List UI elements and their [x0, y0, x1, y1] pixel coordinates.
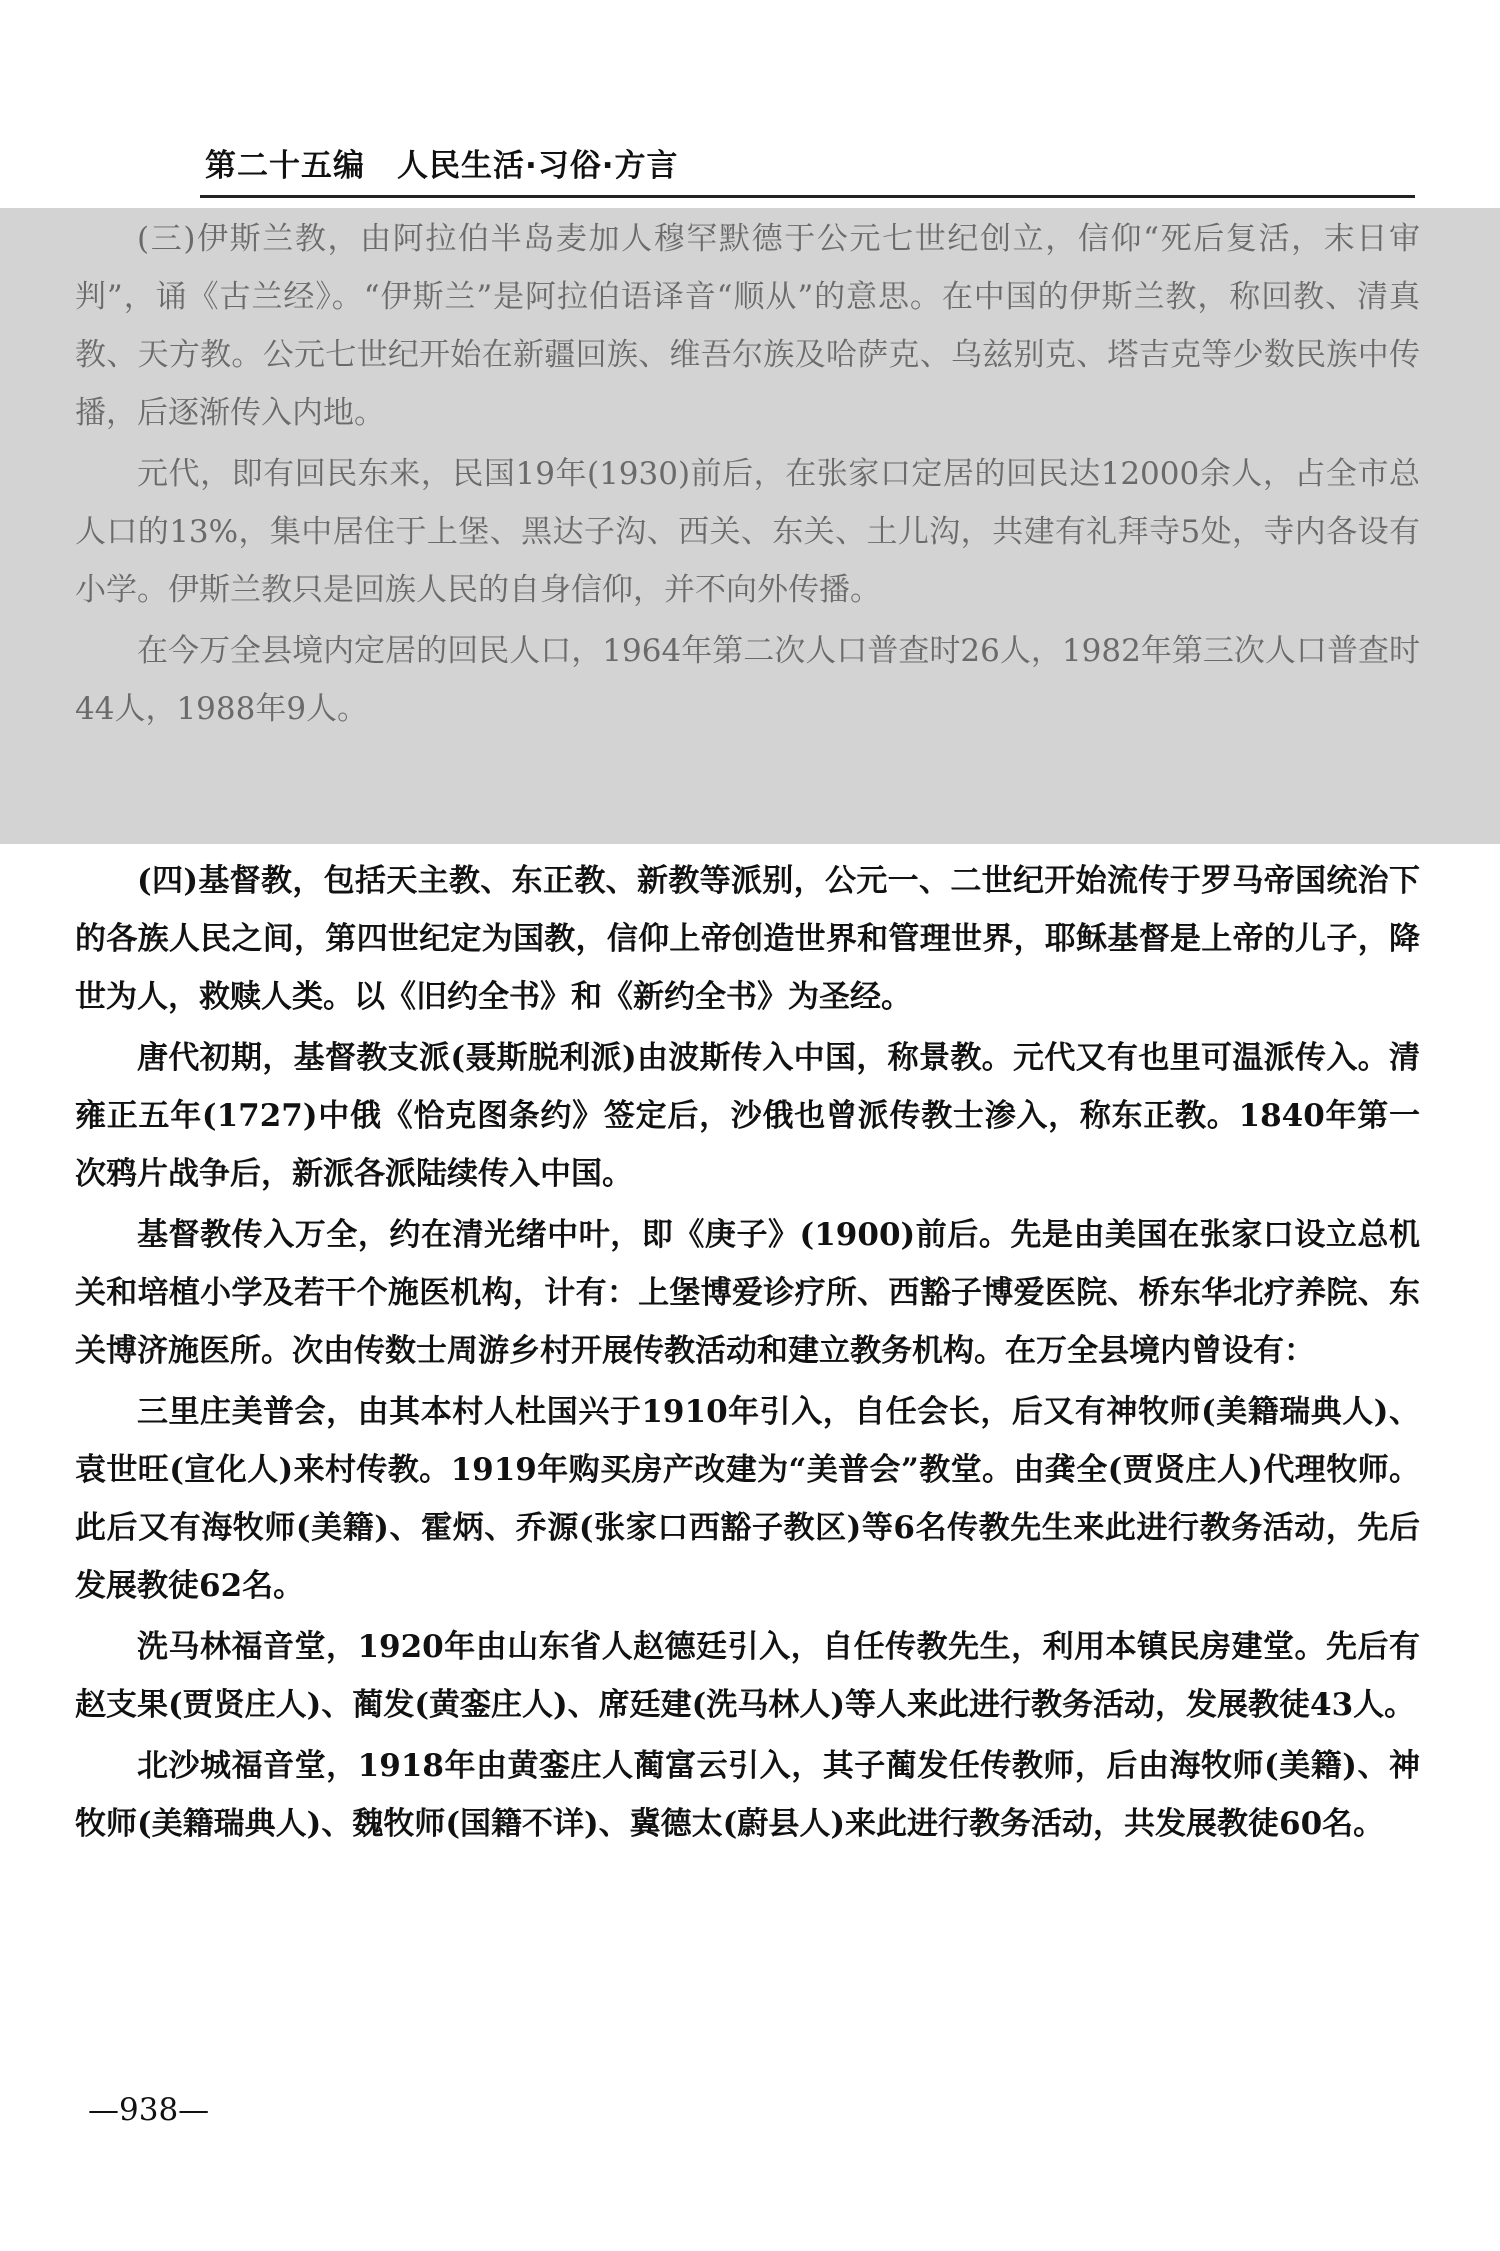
faded-section [75, 210, 1420, 741]
paragraph-beishacheng: 北沙城福音堂，1918年由黄銮庄人蔺富云引入，其子蔺发任传教师，后由海牧师(美籍)、神牧师(美籍瑞典人)、魏牧师(国籍不详)、冀德太(蔚县人)来此进行教务活动，共发展教徒60名。 [75, 1748, 1420, 1842]
paragraph-christianity-history: 唐代初期，基督教支派(聂斯脱利派)由波斯传入中国，称景教。元代又有也里可温派传入。清雍正五年(1727)中俄《恰克图条约》签定后，沙俄也曾派传教士渗入，称东正教。1840年第一次鸦片战争后，新派各派陆续传入中国。 [75, 1040, 1420, 1192]
header-rule [200, 195, 1415, 198]
paragraph-sanlizhuang: 三里庄美普会，由其本村人杜国兴于1910年引入，自任会长，后又有神牧师(美籍瑞典人)、袁世旺(宣化人)来村传教。1919年购买房产改建为“美普会”教堂。由龚全(贾贤庄人)代理牧师。此后又有海牧师(美籍)、霍炳、乔源(张家口西豁子教区)等6名传教先生来此进行教务活动，先后发展教徒62名。 [75, 1394, 1420, 1604]
main-section [75, 852, 1420, 1856]
paragraph-christianity-intro: (四)基督教，包括天主教、东正教、新教等派别，公元一、二世纪开始流传于罗马帝国统治下的各族人民之间，第四世纪定为国教，信仰上帝创造世界和管理世界，耶稣基督是上帝的儿子，降世为人，救赎人类。以《旧约全书》和《新约全书》为圣经。 [75, 863, 1420, 1015]
paragraph-christianity-wanquan: 基督教传入万全，约在清光绪中叶，即《庚子》(1900)前后。先是由美国在张家口设立总机关和培植小学及若干个施医机构，计有：上堡博爱诊疗所、西豁子博爱医院、桥东华北疗养院、东关博济施医所。次由传数士周游乡村开展传教活动和建立教务机构。在万全县境内曾设有： [75, 1217, 1420, 1369]
paragraph-islam-intro: (三)伊斯兰教，由阿拉伯半岛麦加人穆罕默德于公元七世纪创立，信仰“死后复活，末日审判”，诵《古兰经》。“伊斯兰”是阿拉伯语译音“顺从”的意思。在中国的伊斯兰教，称回教、清真教、天方教。公元七世纪开始在新疆回族、维吾尔族及哈萨克、乌兹别克、塔吉克等少数民族中传播，后逐渐传入内地。 [75, 221, 1420, 431]
paragraph-islam-population: 在今万全县境内定居的回民人口，1964年第二次人口普查时26人，1982年第三次人口普查时44人，1988年9人。 [75, 633, 1420, 727]
page-number: —938— [88, 2092, 210, 2128]
running-header: 第二十五编 人民生活·习俗·方言 [205, 148, 679, 184]
paragraph-ximalin: 洗马林福音堂，1920年由山东省人赵德廷引入，自任传教先生，利用本镇民房建堂。先后有赵支果(贾贤庄人)、蔺发(黄銮庄人)、席廷建(洗马林人)等人来此进行教务活动，发展教徒43人。 [75, 1629, 1420, 1723]
paragraph-islam-yuan: 元代，即有回民东来，民国19年(1930)前后，在张家口定居的回民达12000余人，占全市总人口的13%，集中居住于上堡、黑达子沟、西关、东关、土儿沟，共建有礼拜寺5处，寺内各设有小学。伊斯兰教只是回族人民的自身信仰，并不向外传播。 [75, 456, 1420, 608]
